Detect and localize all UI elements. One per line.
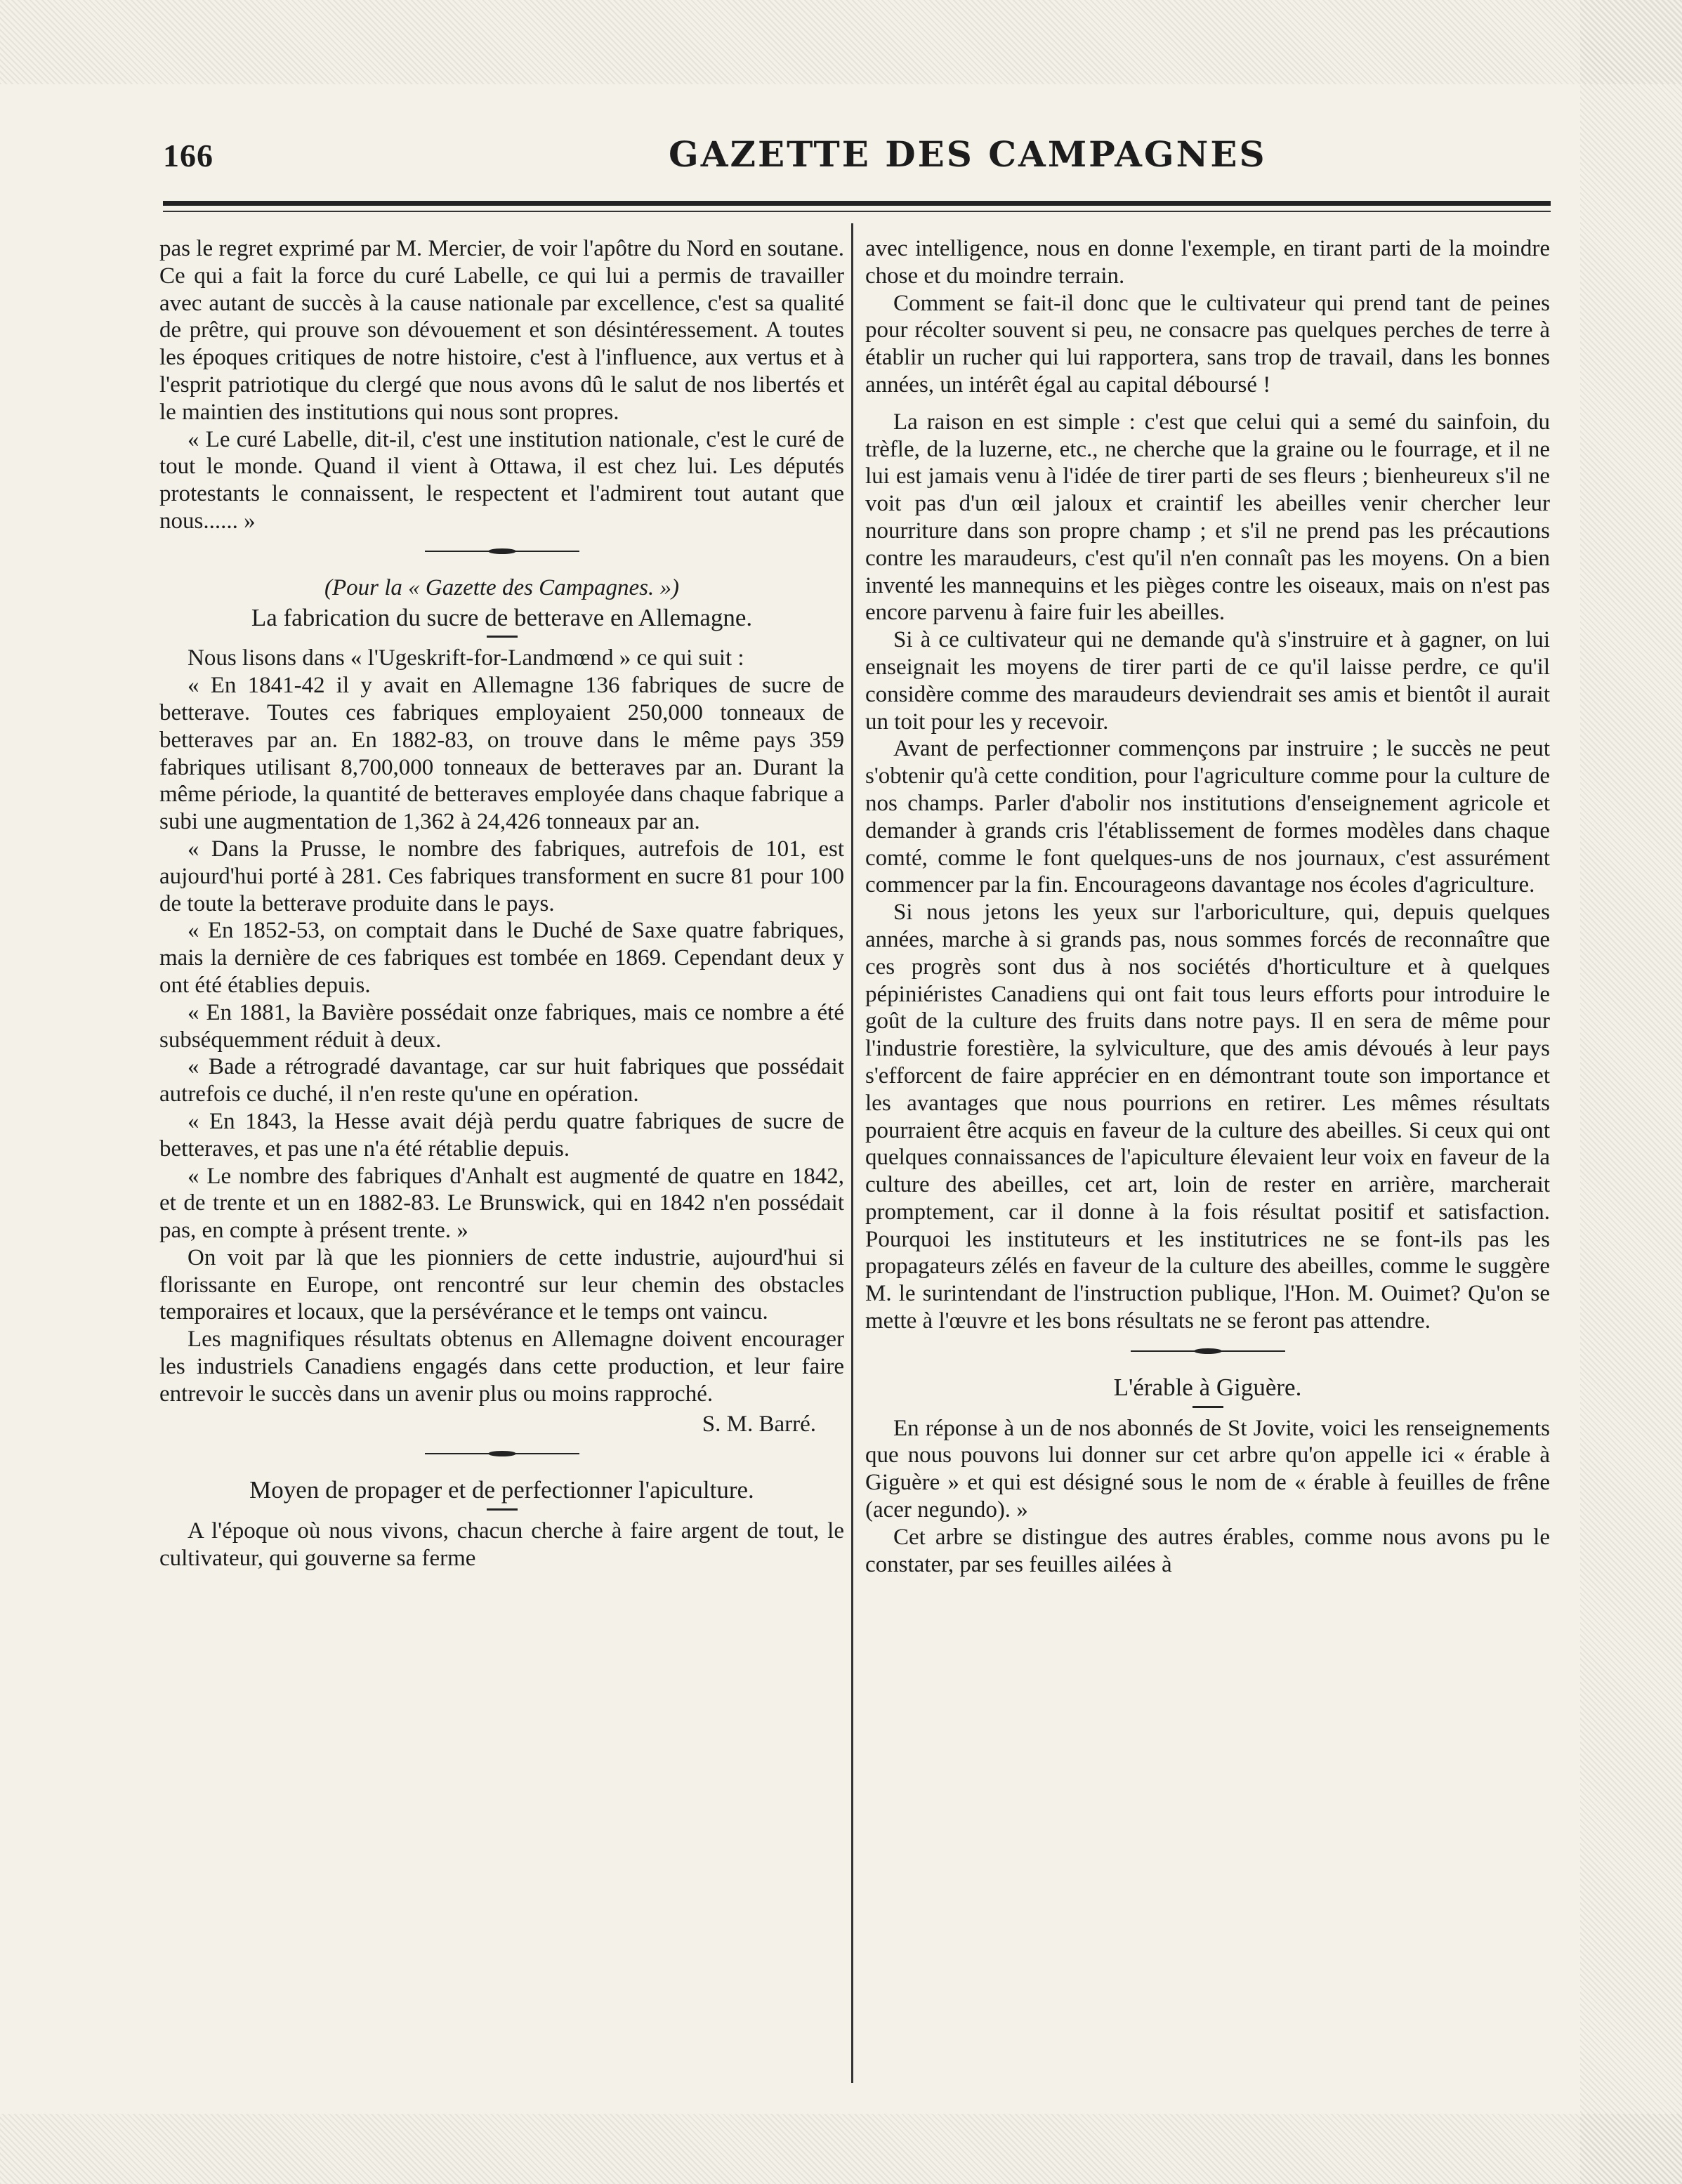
paragraph: « En 1852-53, on comptait dans le Duché de Saxe quatre fabriques, mais la dernière de ces fabriques est tombée en 1869. Cependant deux y ont été établies depuis. (159, 918, 844, 998)
paragraph: En réponse à un de nos abonnés de St Jovite, voici les renseignements que nous pouvons lui donner sur cet arbre qu'on appelle ici « érable à Giguère » et qui est désigné sous le nom de « érable à feuilles de frêne (acer negundo). » (865, 1415, 1550, 1523)
paragraph: « En 1841-42 il y avait en Allemagne 136 fabriques de sucre de betterave. Toutes ces fabriques employaient 250,000 tonneaux de betteraves par an. En 1882-83, on trouve dans le même pays 359 fabriques utilisant 8,700,000 tonneaux de betteraves par an. Durant la même période, la quantité de betteraves employée dans chaque fabrique a subi une augmentation de 1,362 à 24,426 tonneaux par an. (159, 673, 844, 835)
paragraph: Comment se fait-il donc que le cultivateur qui prend tant de peines pour récolter souvent si peu, ne consacre pas quelques perches de terre à établir un rucher qui lui rapportera, sans trop de travail, dans les bonnes années, un intérêt égal au capital déboursé ! (865, 290, 1550, 397)
paragraph: avec intelligence, nous en donne l'exemple, en tirant parti de la moindre chose et du moindre terrain. (865, 236, 1550, 289)
title-dash (487, 636, 518, 638)
author-signature: S. M. Barré. (702, 1411, 816, 1437)
paragraph: Si à ce cultivateur qui ne demande qu'à s'instruire et à gagner, on lui enseignait les moyens de tirer parti de ce qu'il laisse perdre, ce qu'il considère comme des maraudeurs deviendrait ses amis et bientôt il aurait un toit pour les y recevoir. (865, 627, 1550, 735)
paragraph: La raison en est simple : c'est que celui qui a semé du sainfoin, du trèfle, de la luzerne, etc., ne cherche que la graine ou le fourrage, et il ne lui est jamais venu à l'idée de tirer parti de ses fleurs ; bienheureux s'il ne voit pas d'un œil jaloux et craintif les abeilles venir chercher leur nourriture dans son propre champ ; et s'il ne prend pas les précautions contre les maraudeurs, c'est qu'il n'en connaît pas les moyens. On a bien inventé les mannequins et les pièges contre les oiseaux, mais on n'est pas encore parvenu à faire fuir les abeilles. (865, 409, 1550, 626)
article-title: La fabrication du sucre de betterave en Allemagne. (251, 603, 753, 631)
paragraph: « Dans la Prusse, le nombre des fabriques, autrefois de 101, est aujourd'hui porté à 281. Ces fabriques transforment en sucre 81 pour 100 de toute la betterave produite dans le pays. (159, 836, 844, 916)
paragraph: Si nous jetons les yeux sur l'arboriculture, qui, depuis quelques années, marche à si grands pas, nous sommes forcés de reconnaître que ces progrès sont dus à nos sociétés d'horticulture et à quelques pépiniéristes Canadiens qui ont fait tous leurs efforts pour introduire le goût de la culture des fruits dans notre pays. Il en sera de même pour l'industrie forestière, la sylviculture, que des amis dévoués à leur pays s'efforcent de faire apprécier en en démontrant toute son importance et les avantages que nous pourrions en retirer. Les mêmes résultats pourraient être acquis en faveur de la culture des abeilles. Si ceux qui ont quelques connaissances de l'apiculture élevaient leur voix en faveur de la culture des abeilles, cet art, loin de rester en arrière, marcherait promptement, car il donne à la fois résultat positif et satisfaction. Pourquoi les instituteurs et les institutrices ne se font-ils pas les propagateurs zélés en faveur de la culture des abeilles, comme le suggère M. le surintendant de l'instruction publique, l'Hon. M. Ouimet? Qu'on se mette à l'œuvre et les bons résultats ne se feront pas attendre. (865, 900, 1550, 1334)
section-ornament (159, 538, 844, 565)
header-rule-thin (163, 211, 1551, 212)
section-ornament (865, 1338, 1550, 1364)
page-number: 166 (163, 138, 213, 173)
right-column (865, 235, 1550, 1578)
paragraph: « En 1843, la Hesse avait déjà perdu quatre fabriques de sucre de betteraves, et pas une n'a été rétablie depuis. (159, 1108, 844, 1162)
header-rule-thick (163, 201, 1551, 206)
paragraph: Les magnifiques résultats obtenus en Allemagne doivent encourager les industriels Canadiens engagés dans cette production, et leur faire entrevoir le succès dans un avenir plus ou moins rapproché. (159, 1327, 844, 1407)
page-noise-bottom (0, 2114, 1682, 2184)
article-title: L'érable à Giguère. (1113, 1373, 1302, 1401)
paragraph: Cet arbre se distingue des autres érables, comme nous avons pu le constater, par ses feuilles ailées à (865, 1524, 1550, 1577)
paragraph: « En 1881, la Bavière possédait onze fabriques, mais ce nombre a été subséquemment réduit à deux. (159, 999, 844, 1053)
paragraph: On voit par là que les pionniers de cette industrie, aujourd'hui si florissante en Europe, ont rencontré sur leur chemin des obstacles temporaires et locaux, que la persévérance et le temps ont vaincu. (159, 1244, 844, 1325)
paragraph: « Bade a rétrogradé davantage, car sur huit fabriques que possédait autrefois ce duché, il n'en reste qu'une en opération. (159, 1054, 844, 1107)
left-column (159, 235, 844, 1572)
page-noise-right (1580, 0, 1682, 2184)
paragraph: A l'époque où nous vivons, chacun cherche à faire argent de tout, le cultivateur, qui gouverne sa ferme (159, 1518, 844, 1572)
paragraph: Nous lisons dans « l'Ugeskrift-for-Landmœnd » ce qui suit : (188, 645, 744, 671)
section-ornament (159, 1440, 844, 1467)
article-title: Moyen de propager et de perfectionner l'apiculture. (249, 1476, 754, 1504)
masthead-title: GAZETTE DES CAMPAGNES (669, 133, 1267, 175)
paragraph: « Le curé Labelle, dit-il, c'est une institution nationale, c'est le curé de tout le monde. Quand il vient à Ottawa, il est chez lui. Les députés protestants le connaissent, le respectent et l'admirent tout autant que nous...... » (159, 426, 844, 534)
paragraph: « Le nombre des fabriques d'Anhalt est augmenté de quatre en 1842, et de trente et un en 1882-83. Le Brunswick, qui en 1842 n'en possédait pas, en compte à présent trente. » (159, 1163, 844, 1244)
title-dash (1192, 1406, 1223, 1408)
paragraph: Avant de perfectionner commençons par instruire ; le succès ne peut s'obtenir qu'à cette condition, pour l'agriculture comme pour la culture de nos champs. Parler d'abolir nos institutions d'enseignement agricole et demander à grands cris l'établissement de formes modèles dans chaque comté, comme le font quelques-uns de nos journaux, c'est assurément commencer par la fin. Encourageons davantage nos écoles d'agriculture. (865, 736, 1550, 898)
paragraph: pas le regret exprimé par M. Mercier, de voir l'apôtre du Nord en soutane. Ce qui a fait la force du curé Labelle, ce qui lui a permis de travailler avec autant de succès à la cause nationale par excellence, c'est sa qualité de prêtre, qui prouve son dévouement et son désintéressement. A toutes les époques critiques de notre histoire, c'est à l'influence, aux vertus et à l'esprit patriotique du clergé que nous avons dû le salut de nos libertés et le maintien des institutions qui nous sont propres. (159, 236, 844, 425)
page-noise-top (0, 0, 1682, 84)
column-divider (851, 223, 853, 2083)
title-dash (487, 1508, 518, 1511)
article-credit: (Pour la « Gazette des Campagnes. ») (324, 574, 680, 600)
